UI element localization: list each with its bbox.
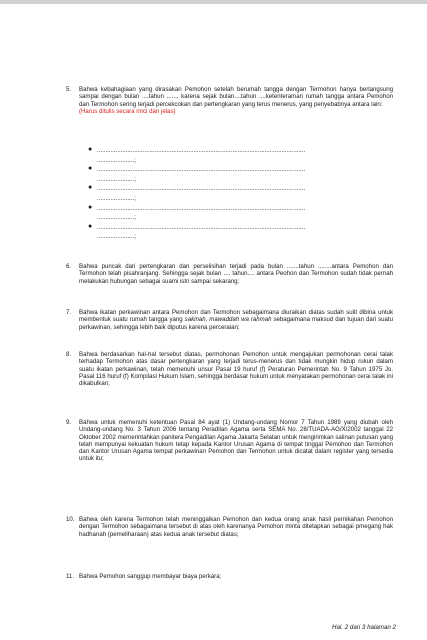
- list-item-continuation: [92, 214, 392, 224]
- paragraph-number: 7.: [66, 309, 72, 316]
- paragraph-6: [66, 263, 393, 285]
- list-item: [88, 222, 392, 234]
- blank-line: ......................;: [97, 156, 136, 164]
- bullet-icon: ●: [88, 203, 93, 211]
- list-item-continuation: [92, 195, 392, 205]
- blank-line: ......................;: [97, 214, 136, 222]
- bullet-icon: ●: [88, 146, 93, 153]
- blank-line: ...........................................................................................................................: [97, 166, 306, 174]
- bullet-icon: ●: [88, 222, 93, 230]
- paragraph-text: Bahwa ikatan perkawinan antara Pemohon dan Termohon sebagaimana diuraikan diatas sudah sulit dibina untuk membentuk suatu rumah tangga yang: [79, 309, 393, 324]
- blank-line: ...........................................................................................................................: [97, 223, 306, 231]
- paragraph-text: sebagaimana maksud dan tujuan dari suatu perkawinan, sehingga lebih baik diputus karena perceraian;: [79, 316, 393, 331]
- blank-line: ......................;: [97, 175, 136, 183]
- list-item-continuation: [92, 233, 392, 243]
- blank-line: ...........................................................................................................................: [97, 204, 306, 212]
- bullet-icon: ●: [88, 184, 93, 192]
- paragraph-text: Bahwa oleh karena Termohon telah meninggalkan Pemohon dan kedua orang anak hasil pernikahan Pemohon dengan Termohon sebagaimana tersebut di atas oleh karenanya Pemohon minta ditetapkan sebagai pmegang hak hadhanah (pemeliharaan) atas kedua anak tersebut diatas;: [79, 516, 393, 538]
- instruction-note: (Harus ditulis secara rinci dan jelas): [79, 107, 176, 115]
- emphasis-text: sakinah, mawaddah wa rahmah: [184, 316, 272, 324]
- paragraph-5: [66, 86, 393, 115]
- paragraph-text: Bahwa berdasarkan hal-hal tersebut diatas, permohonan Pemohon untuk mengajukan permohonan cerai talak terhadap Termohon atas dasar pertengkaran yang terjadi terus-menerus dan tidak mungkin hidup rukun dalam suatu ikatan perkawinan, telah memenuhi unsur Pasal 19 huruf (f) Peraturan Pemerintah No. 9 Tahun 1975 Jo. Pasal 116 huruf (f) Kompilasi Hukum Islam, sehingga berdasar hukum untuk menyatakan permohonan cerai talak ini dikabulkan;: [79, 351, 393, 388]
- paragraph-number: 5.: [66, 86, 72, 93]
- paragraph-10: [66, 516, 393, 538]
- paragraph-number: 8.: [66, 351, 72, 358]
- page-footer: Hal. 2 dari 3 halaman 2: [332, 624, 396, 631]
- blank-line: ......................;: [97, 233, 136, 241]
- blank-line: ...........................................................................................................................: [97, 147, 306, 154]
- paragraph-9: [66, 419, 393, 463]
- list-item: [88, 184, 392, 195]
- paragraph-number: 11.: [66, 573, 75, 580]
- list-item: [88, 203, 392, 215]
- paragraph-number: 10.: [66, 516, 75, 523]
- list-item: [88, 146, 392, 157]
- paragraph-8: [66, 351, 393, 388]
- reason-list: [88, 146, 392, 243]
- paragraph-number: 6.: [66, 263, 72, 270]
- paragraph-7: [66, 309, 393, 331]
- list-item-continuation: [92, 157, 392, 167]
- blank-line: ......................;: [97, 194, 136, 202]
- list-item: [88, 165, 392, 176]
- paragraph-text: Bahwa kebahagiaan yang dirasakan Pemohon setelah berumah tangga dengan Termohon hanya berlangsung sampai dengan bulan ....tahun ......, karena sejak bulan....tahun ....ketenteraman rumah tangga antara Pemohon dan Termohon sering terjadi percekcokan dan pertengkaran yang terus menerus, yang penyebabnya antara lain:: [79, 86, 393, 108]
- paragraph-text: Bahwa untuk memenuhi ketentuan Pasal 84 ayat (1) Undang-undang Nomor 7 Tahun 1989 yang diubah oleh Undang-undang No. 3 Tahun 2006 tentang Peradilan Agama serta SEMA No. 28/TUADA-AG/X/2002 tanggal 22 Oktober 2002 memerintahkan panitera Pengadilan Agama Jakarta Selatan untuk mengirimkan salinan putusan yang telah mempunyai kekuatan hukum tetap kepada Kantor Urusan Agama di tempat tinggal Pemohon dan Termohon dan Kantor Urusan Agama tempat perkawinan Pemohon dan Termohon untuk dicatat dalam register yang tersedia untuk itu;: [79, 419, 393, 463]
- bullet-icon: ●: [88, 165, 93, 173]
- document-page: [0, 4, 427, 640]
- blank-line: ...........................................................................................................................: [97, 185, 306, 193]
- paragraph-text: Bahwa Pemohon sanggup membayar biaya perkara;: [79, 573, 222, 580]
- paragraph-11: [66, 573, 393, 580]
- list-item-continuation: [92, 176, 392, 186]
- paragraph-text: Bahwa puncak dari pertengkaran dan perselisihan terjadi pada bulan .......tahun ........antara Pemohon dan Termohon telah pisahranjang. Sehingga sejak bulan .... tahun.... antara Peohon dan Termohon sudah tidak pernah melakukan hubungan sebagai suami istri sampai sekarang;: [79, 263, 393, 285]
- paragraph-number: 9.: [66, 419, 72, 426]
